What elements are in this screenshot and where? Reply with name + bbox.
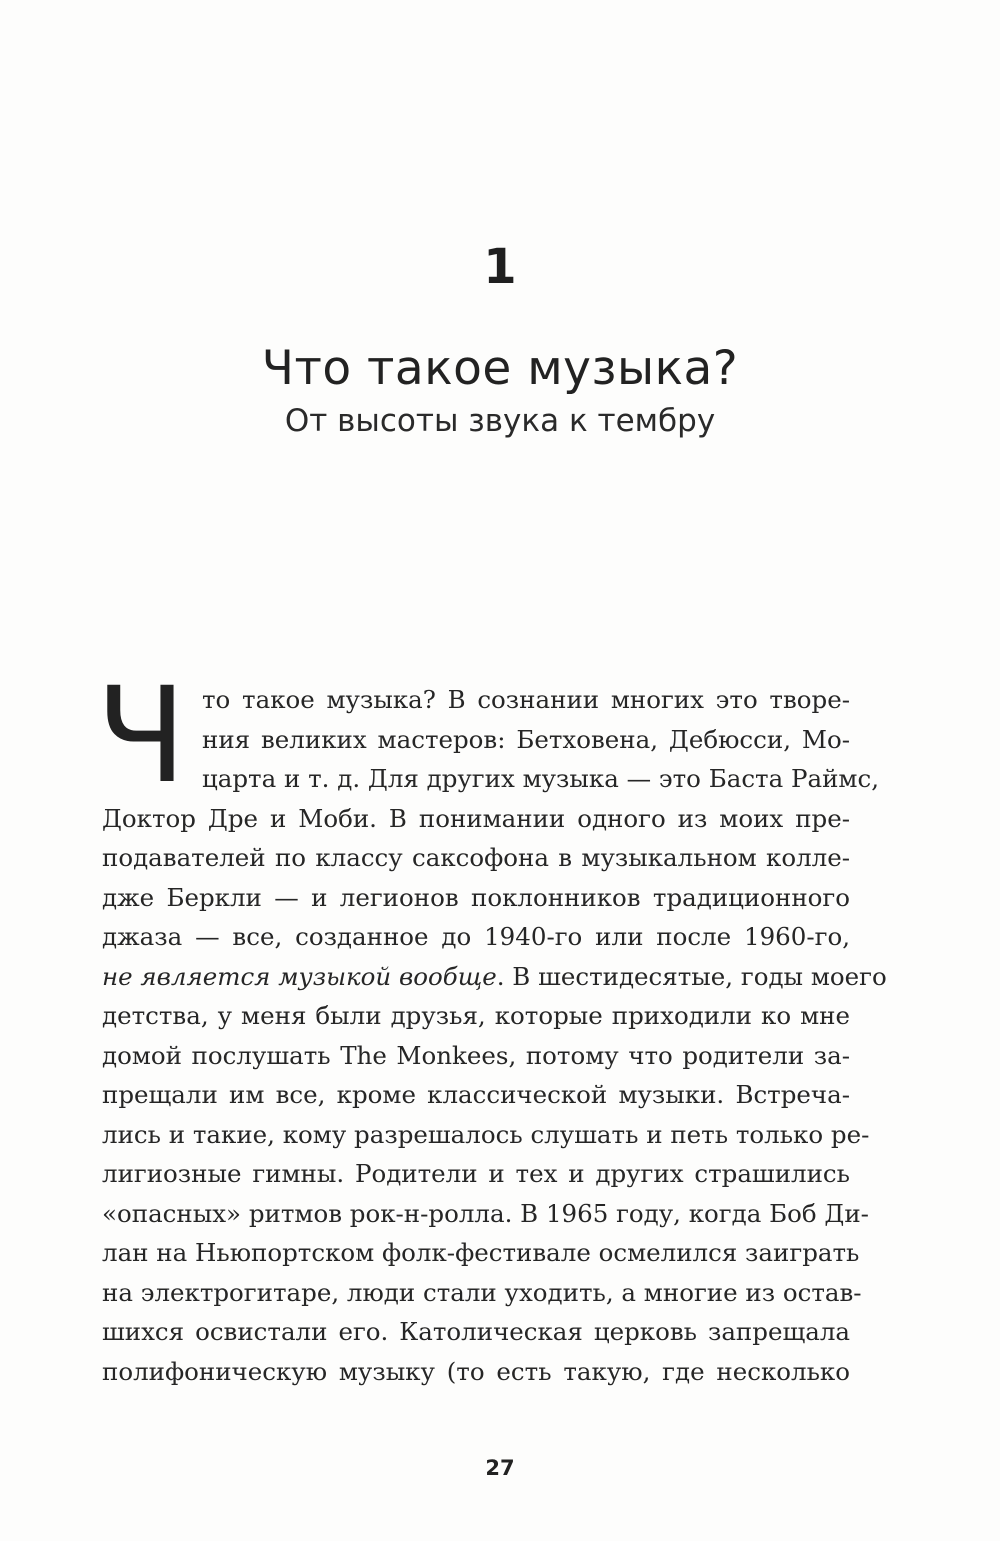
text-line: прещали им все, кроме классической музыки. Встреча-: [102, 1080, 850, 1109]
text-line: полифоническую музыку (то есть такую, где несколько: [102, 1356, 850, 1386]
text-line: подавателей по классу саксофона в музыкальном колле-: [102, 843, 850, 872]
chapter-title: Что такое музыка?: [261, 341, 739, 396]
text-line: лись и такие, кому разрешалось слушать и петь только ре-: [102, 1119, 870, 1149]
text-line: джаза — все, созданное до 1940-го или после 1960-го,: [102, 922, 850, 951]
drop-cap: Ч: [96, 659, 187, 813]
text-line: детства, у меня были друзья, которые приходили ко мне: [102, 1001, 850, 1030]
text-line: ния великих мастеров: Бетховена, Дебюсси, Мо-: [202, 724, 850, 754]
text-line: лигиозные гимны. Родители и тех и других страшились: [102, 1159, 850, 1188]
text-line-mixed: [102, 957, 887, 997]
text-line: дже Беркли — и легионов поклонников традиционного: [102, 882, 850, 912]
text-line: Доктор Дре и Моби. В понимании одного из моих пре-: [102, 803, 850, 833]
chapter-subtitle: От высоты звука к тембру: [284, 403, 716, 439]
text-line: царта и т. д. Для других музыка — это Баста Раймс,: [202, 764, 879, 793]
text-line: на электрогитаре, люди стали уходить, а многие из остав-: [102, 1277, 862, 1307]
italic-phrase: не является музыкой вообще: [102, 961, 497, 991]
page-number: 27: [485, 1456, 515, 1480]
body-paragraph: [102, 680, 887, 1391]
text-line: то такое музыка? В сознании многих это творе-: [202, 685, 850, 714]
text-fragment: . В шестидесятые, годы моего: [496, 961, 887, 991]
text-line: «опасных» ритмов рок-н-ролла. В 1965 году, когда Боб Ди-: [102, 1198, 869, 1228]
chapter-number: 1: [483, 239, 517, 295]
text-line: шихся освистали его. Католическая церковь запрещала: [102, 1317, 850, 1346]
text-line: лан на Ньюпортском фолк-фестивале осмелился заиграть: [102, 1238, 860, 1267]
text-line: домой послушать The Monkees, потому что родители за-: [102, 1040, 850, 1070]
